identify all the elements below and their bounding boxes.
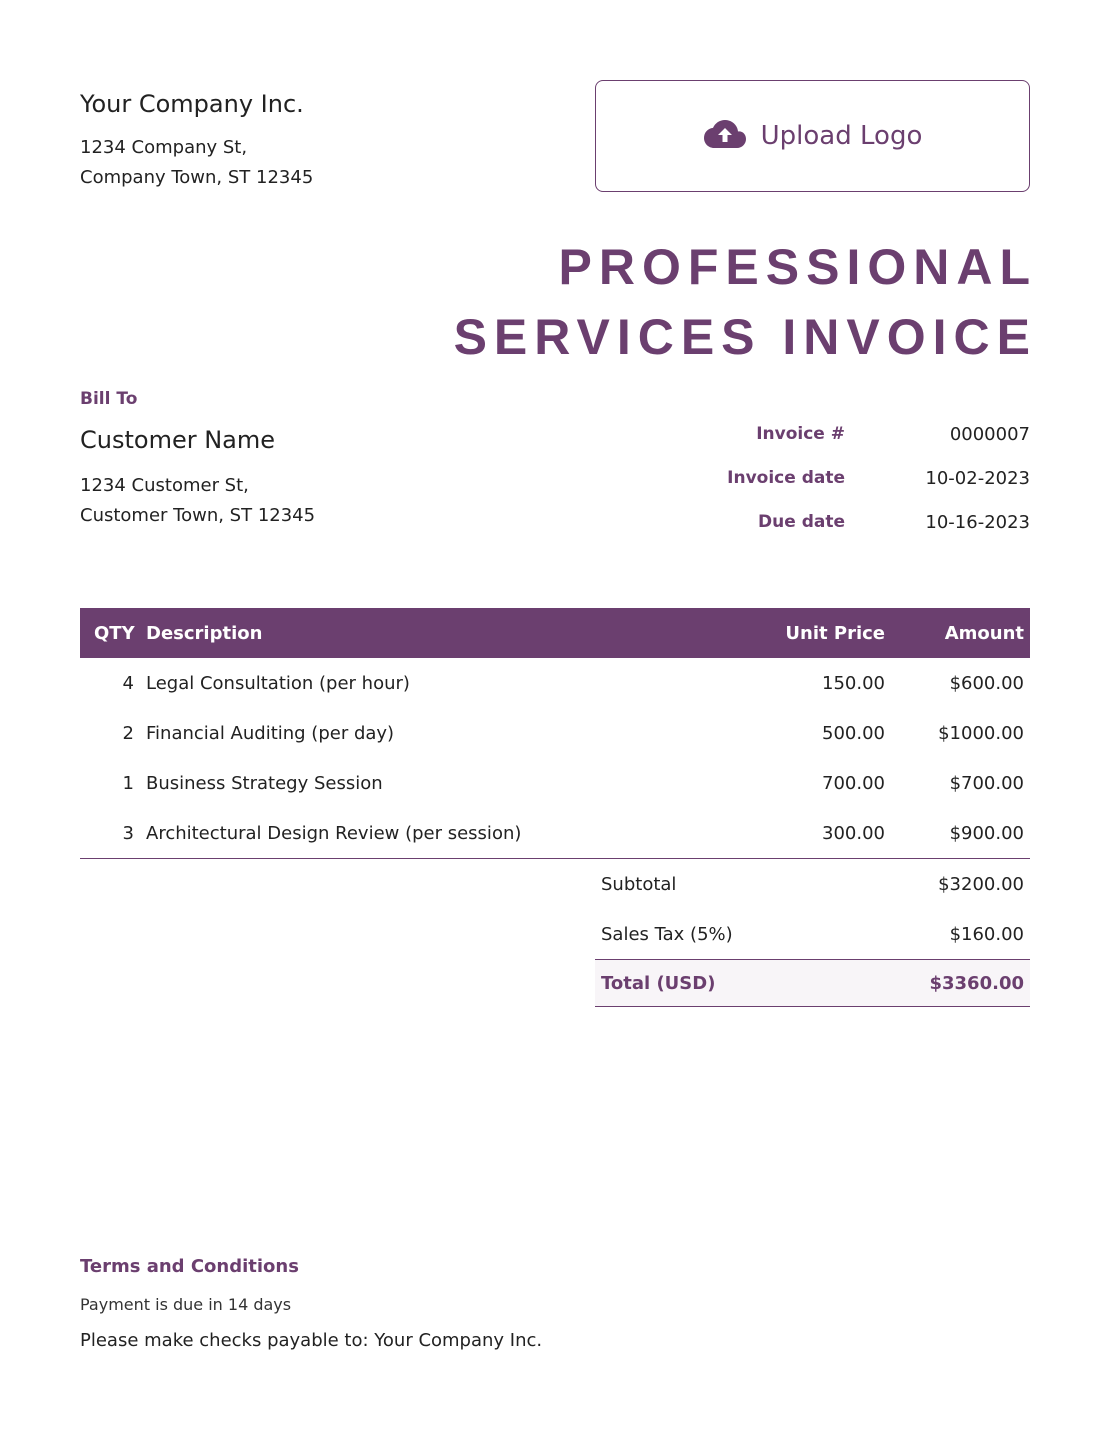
invoice-title-line1: PROFESSIONAL [558,239,1037,295]
customer-name: Customer Name [80,426,276,454]
invoice-number-label: Invoice # [756,424,845,444]
company-address [80,133,313,193]
header-unit-price: Unit Price [785,622,885,644]
table-row [80,758,1030,808]
invoice-number-value: 0000007 [949,423,1030,445]
upload-logo-label: Upload Logo [760,121,923,151]
invoice-date-label: Invoice date [727,468,845,488]
row-unit-price: 150.00 [822,672,885,694]
customer-address-line1: 1234 Customer St, [80,475,249,496]
company-address-line1: 1234 Company St, [80,137,248,158]
company-name: Your Company Inc. [80,90,304,118]
row-amount: $900.00 [949,822,1024,844]
cloud-upload-icon [703,118,747,154]
sales-tax-row [595,909,1030,959]
row-amount: $700.00 [949,772,1024,794]
row-qty: 2 [122,722,134,744]
row-unit-price: 700.00 [822,772,885,794]
sales-tax-value: $160.00 [949,923,1024,945]
subtotal-value: $3200.00 [938,873,1024,895]
totals-block [595,859,1030,1007]
row-amount: $600.00 [949,672,1024,694]
row-amount: $1000.00 [938,722,1024,744]
subtotal-row [595,859,1030,909]
row-qty: 1 [122,772,134,794]
total-label: Total (USD) [601,972,716,994]
due-date-row [600,500,1030,544]
table-row [80,808,1030,858]
header-qty: QTY [94,622,135,644]
due-date-label: Due date [758,512,845,532]
invoice-title [454,232,1037,372]
total-row [595,959,1030,1007]
subtotal-label: Subtotal [601,873,677,895]
customer-address [80,471,315,531]
invoice-title-line2: SERVICES INVOICE [453,309,1037,365]
invoice-meta [600,412,1030,544]
upload-logo-button[interactable] [595,80,1030,192]
row-description: Legal Consultation (per hour) [146,672,410,694]
sales-tax-label: Sales Tax (5%) [601,923,733,945]
items-table-header [80,608,1030,658]
row-qty: 4 [122,672,134,694]
due-date-value: 10-16-2023 [925,511,1030,533]
invoice-date-value: 10-02-2023 [925,467,1030,489]
terms-heading: Terms and Conditions [80,1256,299,1277]
table-row [80,708,1030,758]
row-qty: 3 [122,822,134,844]
terms-payable-to: Please make checks payable to: Your Company Inc. [80,1330,543,1351]
items-table [80,608,1030,859]
bill-to-label: Bill To [80,389,138,409]
row-description: Business Strategy Session [146,772,383,794]
row-description: Architectural Design Review (per session) [146,822,522,844]
terms-payment-due: Payment is due in 14 days [80,1295,292,1314]
invoice-number-row [600,412,1030,456]
table-row [80,658,1030,708]
row-unit-price: 500.00 [822,722,885,744]
customer-address-line2: Customer Town, ST 12345 [80,505,316,526]
company-address-line2: Company Town, ST 12345 [80,167,314,188]
total-value: $3360.00 [929,972,1024,994]
header-amount: Amount [944,622,1024,644]
invoice-date-row [600,456,1030,500]
row-unit-price: 300.00 [822,822,885,844]
header-description: Description [146,622,263,644]
row-description: Financial Auditing (per day) [146,722,395,744]
